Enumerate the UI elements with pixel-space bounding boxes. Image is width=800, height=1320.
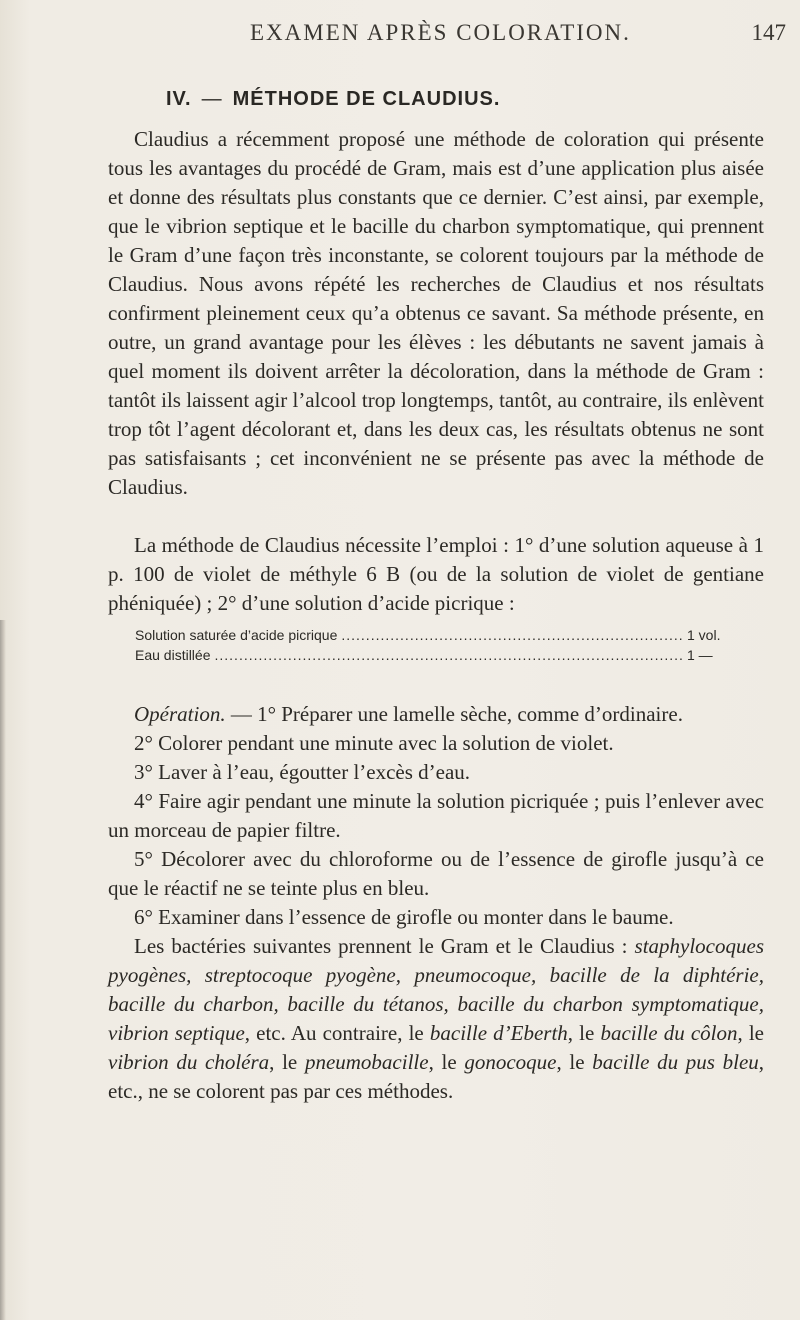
recipe-ingredient: Solution saturée d’acide picrique — [135, 627, 338, 643]
results-paragraph: Les bactéries suivantes prennent le Gram et le Claudius : staphylocoques pyogènes, streptocoque pyogène, pneumocoque, bacille de la diphtérie, bacille du charbon, bacille du tétanos, bacille du charbon symptomatique, vibrion septique, etc. Au contraire, le bacille d’Eberth, le bacille du côlon, le vibrion du choléra, le pneumobacille, le gonocoque, le bacille du pus bleu, etc., ne se colorent pas par ces méthodes. — [108, 934, 765, 1103]
recipe-table — [135, 625, 745, 665]
recipe-ingredient: Eau distillée — [135, 647, 211, 663]
operation-step-text: — 1° Préparer une lamelle sèche, comme d’ordinaire. — [230, 702, 683, 726]
operation-block — [108, 700, 764, 1106]
operation-step: 4° Faire agir pendant une minute la solution picriquée ; puis l’enlever avec un morceau de papier filtre. — [108, 789, 764, 842]
recipe-quantity: 1 — — [687, 647, 713, 663]
page-binding-edge — [0, 620, 6, 1320]
page-number: 147 — [751, 20, 786, 45]
recipe-row — [135, 645, 745, 665]
results-intro: Les bactéries suivantes prennent le Gram et le Claudius : — [134, 934, 628, 958]
reagents-paragraph: La méthode de Claudius nécessite l’emploi : 1° d’une solution aqueuse à 1 p. 100 de violet de méthyle 6 B (ou de la solution de violet de gentiane phéniquée) ; 2° d’une solution d’acide picrique : — [108, 533, 764, 615]
operation-step: 3° Laver à l’eau, égoutter l’excès d’eau. — [134, 760, 471, 784]
running-head: EXAMEN APRÈS COLORATION. — [250, 20, 631, 45]
reagents-paragraph-block — [108, 531, 764, 618]
section-title-dash: — — [201, 88, 223, 110]
results-negative-6: bacille du pus bleu — [592, 1050, 759, 1074]
operation-step — [108, 700, 764, 729]
operation-step: 2° Colorer pendant une minute avec la solution de violet. — [134, 731, 614, 755]
recipe-leader-dots — [215, 645, 684, 665]
results-negative-5: gonocoque — [464, 1050, 557, 1074]
intro-paragraph: Claudius a récemment proposé une méthode de coloration qui présente tous les avantages du procédé de Gram, mais est d’une application plus aisée et donne des résultats plus constants que ce dernier. C’est ainsi, par exemple, que le vibrion septique et le bacille du charbon symptomatique, qui prennent le Gram d’une façon très inconstante, se colorent toujours par la méthode de Claudius. Nous avons répété les recherches de Claudius et nos résultats confirment pleinement ceux qu’a obtenus ce savant. Sa méthode présente, en outre, un grand avantage pour les élèves : les débutants ne savent jamais à quel moment ils doivent arrêter la décoloration, dans la méthode de Gram : tantôt ils laissent agir l’alcool trop longtemps, tantôt, au contraire, ils enlèvent trop tôt l’agent décolorant et, dans les deux cas, les résultats obtenus ne sont pas satisfaisants ; cet inconvénient ne se présente pas avec la méthode de Claudius. — [108, 127, 764, 499]
results-negative-2: bacille du côlon — [600, 1021, 738, 1045]
results-negative-4: pneumobacille — [304, 1050, 429, 1074]
intro-paragraph-block — [108, 125, 764, 502]
results-negative-3: vibrion du choléra — [108, 1050, 270, 1074]
operation-label: Opération. — [134, 702, 226, 726]
results-middle: , etc. Au contraire, le — [244, 1021, 424, 1045]
recipe-quantity: 1 vol. — [687, 627, 721, 643]
section-title-text: MÉTHODE DE CLAUDIUS. — [232, 88, 501, 110]
results-positive-list: staphylocoques pyogènes, streptocoque pyogène, pneumocoque, bacille de la diphtérie, bacille du charbon, bacille du tétanos, bacille du charbon symptomatique, vibrion septique — [108, 934, 764, 1045]
results-ending: , etc., ne se colorent pas par ces méthodes. — [108, 1050, 765, 1103]
recipe-row — [135, 625, 745, 645]
section-number: IV. — [166, 88, 192, 110]
results-negative-1: bacille d’Eberth — [429, 1021, 568, 1045]
operation-step: 5° Décolorer avec du chloroforme ou de l’essence de girofle jusqu’à ce que le réactif ne se teinte plus en bleu. — [108, 847, 764, 900]
operation-step: 6° Examiner dans l’essence de girofle ou monter dans le baume. — [134, 905, 674, 929]
section-title — [166, 88, 500, 111]
recipe-leader-dots — [341, 625, 683, 645]
